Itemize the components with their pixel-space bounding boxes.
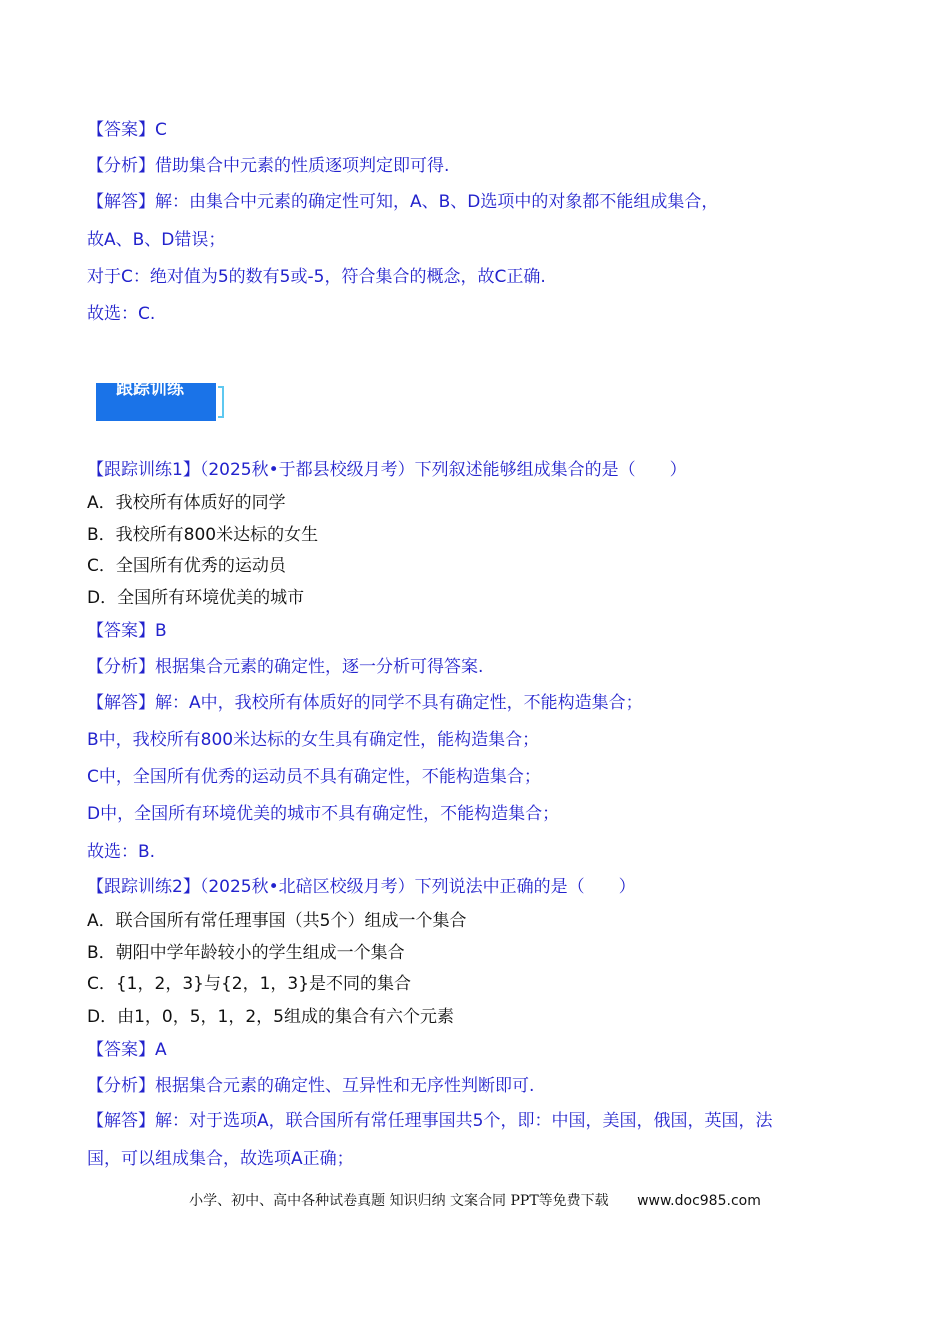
solution-line: 【解答】解：A中，我校所有体质好的同学不具有确定性，不能构造集合； <box>87 693 643 713</box>
section-tag-tracking-practice <box>96 379 228 421</box>
answer-line: 【答案】A <box>87 1040 167 1060</box>
solution-line: 对于C：绝对值为5的数有5或-5，符合集合的概念，故C正确. <box>87 267 546 287</box>
solution-line: 【解答】解：对于选项A，联合国所有常任理事国共5个，即：中国，美国，俄国，英国，法 <box>87 1111 773 1131</box>
analysis-line: 【分析】借助集合中元素的性质逐项判定即可得. <box>87 156 450 176</box>
option-d: D．全国所有环境优美的城市 <box>87 588 305 608</box>
section-tag-label: 跟踪训练 <box>116 379 184 399</box>
footer-text: 小学、初中、高中各种试卷真题 知识归纳 文案合同 PPT等免费下载 <box>189 1193 609 1209</box>
option-b: B．我校所有800米达标的女生 <box>87 525 319 545</box>
analysis-line: 【分析】根据集合元素的确定性，逐一分析可得答案. <box>87 657 484 677</box>
solution-line: 国，可以组成集合，故选项A正确； <box>87 1149 354 1169</box>
question-stem: 【跟踪训练2】（2025秋•北碚区校级月考）下列说法中正确的是（ ） <box>87 877 636 897</box>
page-footer <box>0 1190 950 1210</box>
option-d: D．由1，0，5，1，2，5组成的集合有六个元素 <box>87 1007 454 1027</box>
solution-line: C中，全国所有优秀的运动员不具有确定性，不能构造集合； <box>87 767 541 787</box>
solution-line: 故A、B、D错误； <box>87 230 226 250</box>
solution-line: B中，我校所有800米达标的女生具有确定性，能构造集合； <box>87 730 540 750</box>
choose-line: 故选：B. <box>87 842 156 862</box>
analysis-line: 【分析】根据集合元素的确定性、互异性和无序性判断即可. <box>87 1076 535 1096</box>
option-c: C．全国所有优秀的运动员 <box>87 556 286 576</box>
section-tag-edge <box>218 386 224 418</box>
option-a: A．我校所有体质好的同学 <box>87 493 286 513</box>
option-c: C．{1，2，3}与{2，1，3}是不同的集合 <box>87 974 412 994</box>
answer-line: 【答案】C <box>87 120 167 140</box>
option-b: B．朝阳中学年龄较小的学生组成一个集合 <box>87 943 405 963</box>
solution-line: 【解答】解：由集合中元素的确定性可知，A、B、D选项中的对象都不能组成集合， <box>87 192 719 212</box>
question-stem: 【跟踪训练1】（2025秋•于都县校级月考）下列叙述能够组成集合的是（ ） <box>87 460 687 480</box>
solution-line: D中，全国所有环境优美的城市不具有确定性，不能构造集合； <box>87 804 560 824</box>
footer-url: www.doc985.com <box>637 1193 761 1209</box>
option-a: A．联合国所有常任理事国（共5个）组成一个集合 <box>87 911 467 931</box>
choose-line: 故选：C. <box>87 304 156 324</box>
answer-line: 【答案】B <box>87 621 167 641</box>
